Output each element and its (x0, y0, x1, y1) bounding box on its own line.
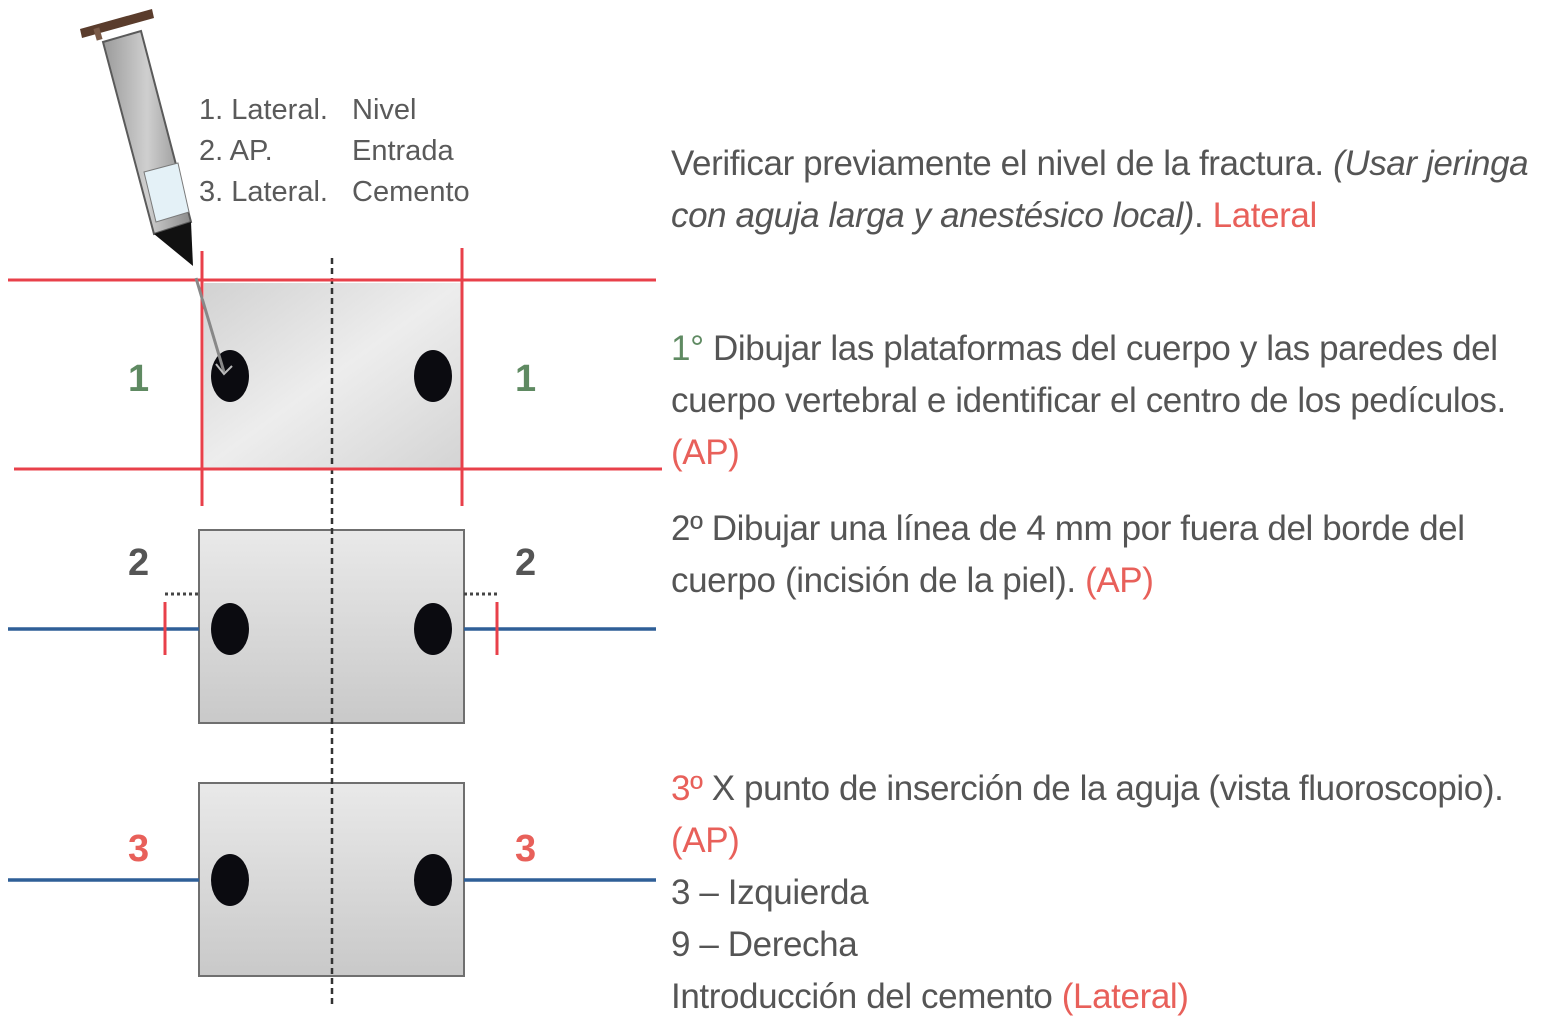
step-1 (671, 323, 1551, 479)
pedicle-left-1 (211, 350, 249, 402)
legend-view-2: 2. AP. (199, 135, 273, 167)
step-verify (671, 138, 1551, 242)
step-verify-note: (Usar jeringa con aguja larga y anestésico local) (671, 144, 1529, 235)
step2-marker-left: 2 (128, 542, 150, 584)
legend-view-3: 3. Lateral. (199, 176, 328, 208)
step3-marker-left: 3 (128, 828, 150, 870)
legend-action-3: Cemento (352, 176, 470, 208)
step1-marker-left: 1 (128, 358, 150, 400)
step-1-prefix: 1° (671, 329, 704, 368)
step3-marker-right: 3 (515, 828, 537, 870)
step-1-text: Dibujar las plataformas del cuerpo y las paredes del cuerpo vertebral e identificar el centro de los pedículos. (671, 329, 1506, 420)
legend-view-1: 1. Lateral. (199, 94, 328, 126)
step-1-view: (AP) (671, 433, 740, 472)
step-3 (671, 763, 1551, 1023)
step-3-cement: Introducción del cemento (671, 977, 1062, 1016)
step-3-text: X punto de inserción de la aguja (vista fluoroscopio). (702, 769, 1504, 808)
legend-action-1: Nivel (352, 94, 417, 126)
step-3-prefix: 3º (671, 769, 703, 808)
legend-action-2: Entrada (352, 135, 454, 167)
step-3-view: (AP) (671, 821, 740, 860)
step-2-text: Dibujar una línea de 4 mm por fuera del borde del cuerpo (incisión de la piel). (671, 509, 1465, 600)
step-verify-view: Lateral (1212, 196, 1317, 235)
step-3-left: 3 – Izquierda (671, 873, 869, 912)
syringe-icon (80, 9, 193, 266)
pedicle-right-3 (414, 854, 452, 906)
pedicle-right-2 (414, 603, 452, 655)
pedicle-right-1 (414, 350, 452, 402)
pedicle-left-2 (211, 603, 249, 655)
step-2-prefix: 2º (671, 509, 703, 548)
pedicle-left-3 (211, 854, 249, 906)
step2-marker-right: 2 (515, 542, 537, 584)
step-2 (671, 503, 1551, 607)
step-verify-after: . (1193, 196, 1213, 235)
step-3-cement-view: (Lateral) (1061, 977, 1189, 1016)
step1-marker-right: 1 (515, 358, 537, 400)
view-legend (199, 90, 470, 213)
step-3-right: 9 – Derecha (671, 925, 858, 964)
step-verify-text: Verificar previamente el nivel de la fractura. (671, 144, 1334, 183)
step-2-view: (AP) (1085, 561, 1154, 600)
